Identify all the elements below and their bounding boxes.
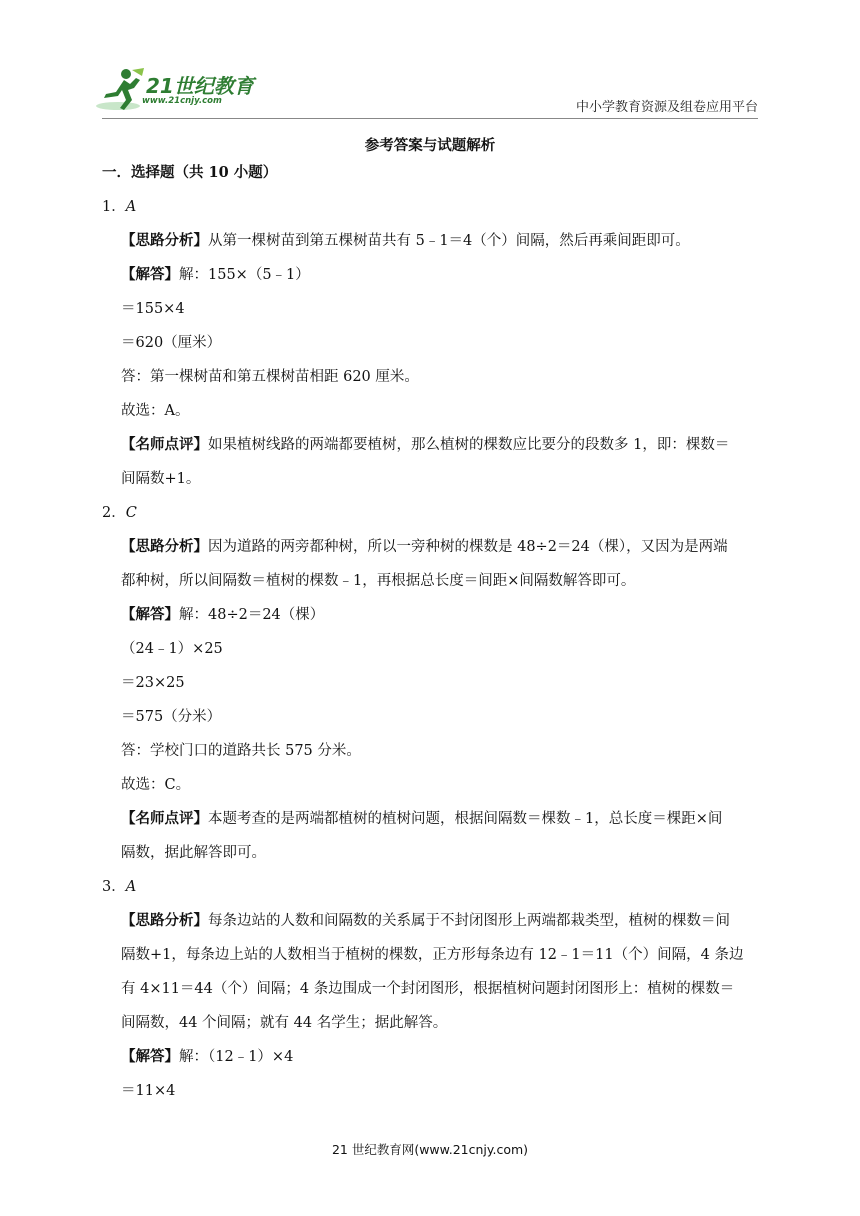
- page-footer: 21 世纪教育网(www.21cnjy.com): [331, 1142, 529, 1157]
- comment-tag: 【名师点评】: [121, 810, 208, 827]
- comment-text: 如果植树线路的两端都要植树，那么植树的棵数应比要分的段数多 1，即：棵数＝: [208, 437, 730, 453]
- solution-step: ＝23×25: [121, 675, 185, 691]
- analysis-tag: 【思路分析】: [121, 232, 208, 249]
- question-number: 2．: [102, 505, 126, 521]
- q1-analysis: [121, 231, 690, 251]
- solution-step: ＝11×4: [121, 1083, 176, 1099]
- q2-comment: [121, 809, 722, 829]
- analysis-tag: 【思路分析】: [121, 538, 208, 555]
- q2-solution: [121, 605, 324, 625]
- analysis-tag: 【思路分析】: [121, 912, 208, 929]
- site-logo: [96, 66, 266, 116]
- solution-step: ＝575（分米）: [121, 709, 222, 725]
- q1-solution: [121, 265, 310, 285]
- solution-step: （24﹣1）×25: [121, 641, 223, 657]
- platform-name: 中小学教育资源及组卷应用平台: [575, 100, 758, 115]
- answer-letter: A: [125, 879, 137, 895]
- solution-choice: 故选：C。: [121, 777, 191, 793]
- header-divider: [102, 118, 758, 119]
- solution-step: ＝155×4: [121, 301, 185, 317]
- solution-choice: 故选：A。: [121, 403, 190, 419]
- q3-analysis: [121, 911, 730, 931]
- analysis-text: 都种树，所以间隔数＝植树的棵数﹣1，再根据总长度＝间距×间隔数解答即可。: [121, 573, 636, 589]
- answer-letter: A: [125, 199, 137, 215]
- solution-answer: 答：第一棵树苗和第五棵树苗相距 620 厘米。: [121, 369, 419, 385]
- q3-solution: [121, 1047, 293, 1067]
- analysis-text: 因为道路的两旁都种树，所以一旁种树的棵数是 48÷2＝24（棵），又因为是两端: [208, 539, 728, 555]
- question-number: 1．: [102, 199, 126, 215]
- answer-letter: C: [125, 505, 137, 521]
- analysis-text: 间隔数，44 个间隔；就有 44 名学生；据此解答。: [121, 1015, 448, 1031]
- question-1-header: [102, 197, 136, 217]
- page-header: [0, 0, 860, 120]
- solution-step: 解：（12﹣1）×4: [179, 1049, 294, 1065]
- document-title: 参考答案与试题解析: [364, 137, 496, 154]
- analysis-text: 每条边站的人数和间隔数的关系属于不封闭图形上两端都栽类型，植树的棵数＝间: [208, 913, 730, 929]
- question-number: 3．: [102, 879, 126, 895]
- analysis-text: 从第一棵树苗到第五棵树苗共有 5﹣1＝4（个）间隔，然后再乘间距即可。: [208, 233, 690, 249]
- solution-tag: 【解答】: [121, 266, 179, 283]
- logo-url: www.21cnjy.com: [142, 96, 222, 106]
- comment-text: 本题考查的是两端都植树的植树问题，根据间隔数＝棵数﹣1，总长度＝棵距×间: [208, 811, 723, 827]
- comment-tag: 【名师点评】: [121, 436, 208, 453]
- comment-text: 隔数，据此解答即可。: [121, 845, 266, 861]
- solution-step: ＝620（厘米）: [121, 335, 222, 351]
- runner-icon: [96, 66, 146, 114]
- logo-text: 21世纪教育: [146, 74, 254, 98]
- comment-text: 间隔数+1。: [121, 471, 201, 487]
- solution-step: 解：48÷2＝24（棵）: [179, 607, 325, 623]
- question-2-header: [102, 503, 137, 523]
- analysis-text: 有 4×11＝44（个）间隔；4 条边围成一个封闭图形，根据植树问题封闭图形上：植树的棵数＝: [121, 981, 735, 997]
- solution-tag: 【解答】: [121, 606, 179, 623]
- solution-tag: 【解答】: [121, 1048, 179, 1065]
- q2-analysis: [121, 537, 728, 557]
- question-3-header: [102, 877, 136, 897]
- q1-comment: [121, 435, 729, 455]
- section-heading: 一．选择题（共 10 小题）: [102, 164, 278, 181]
- solution-answer: 答：学校门口的道路共长 575 分米。: [121, 743, 361, 759]
- solution-step: 解：155×（5﹣1）: [179, 267, 310, 283]
- analysis-text: 隔数+1，每条边上站的人数相当于植树的棵数，正方形每条边有 12﹣1＝11（个）间隔，4 条边: [121, 947, 744, 963]
